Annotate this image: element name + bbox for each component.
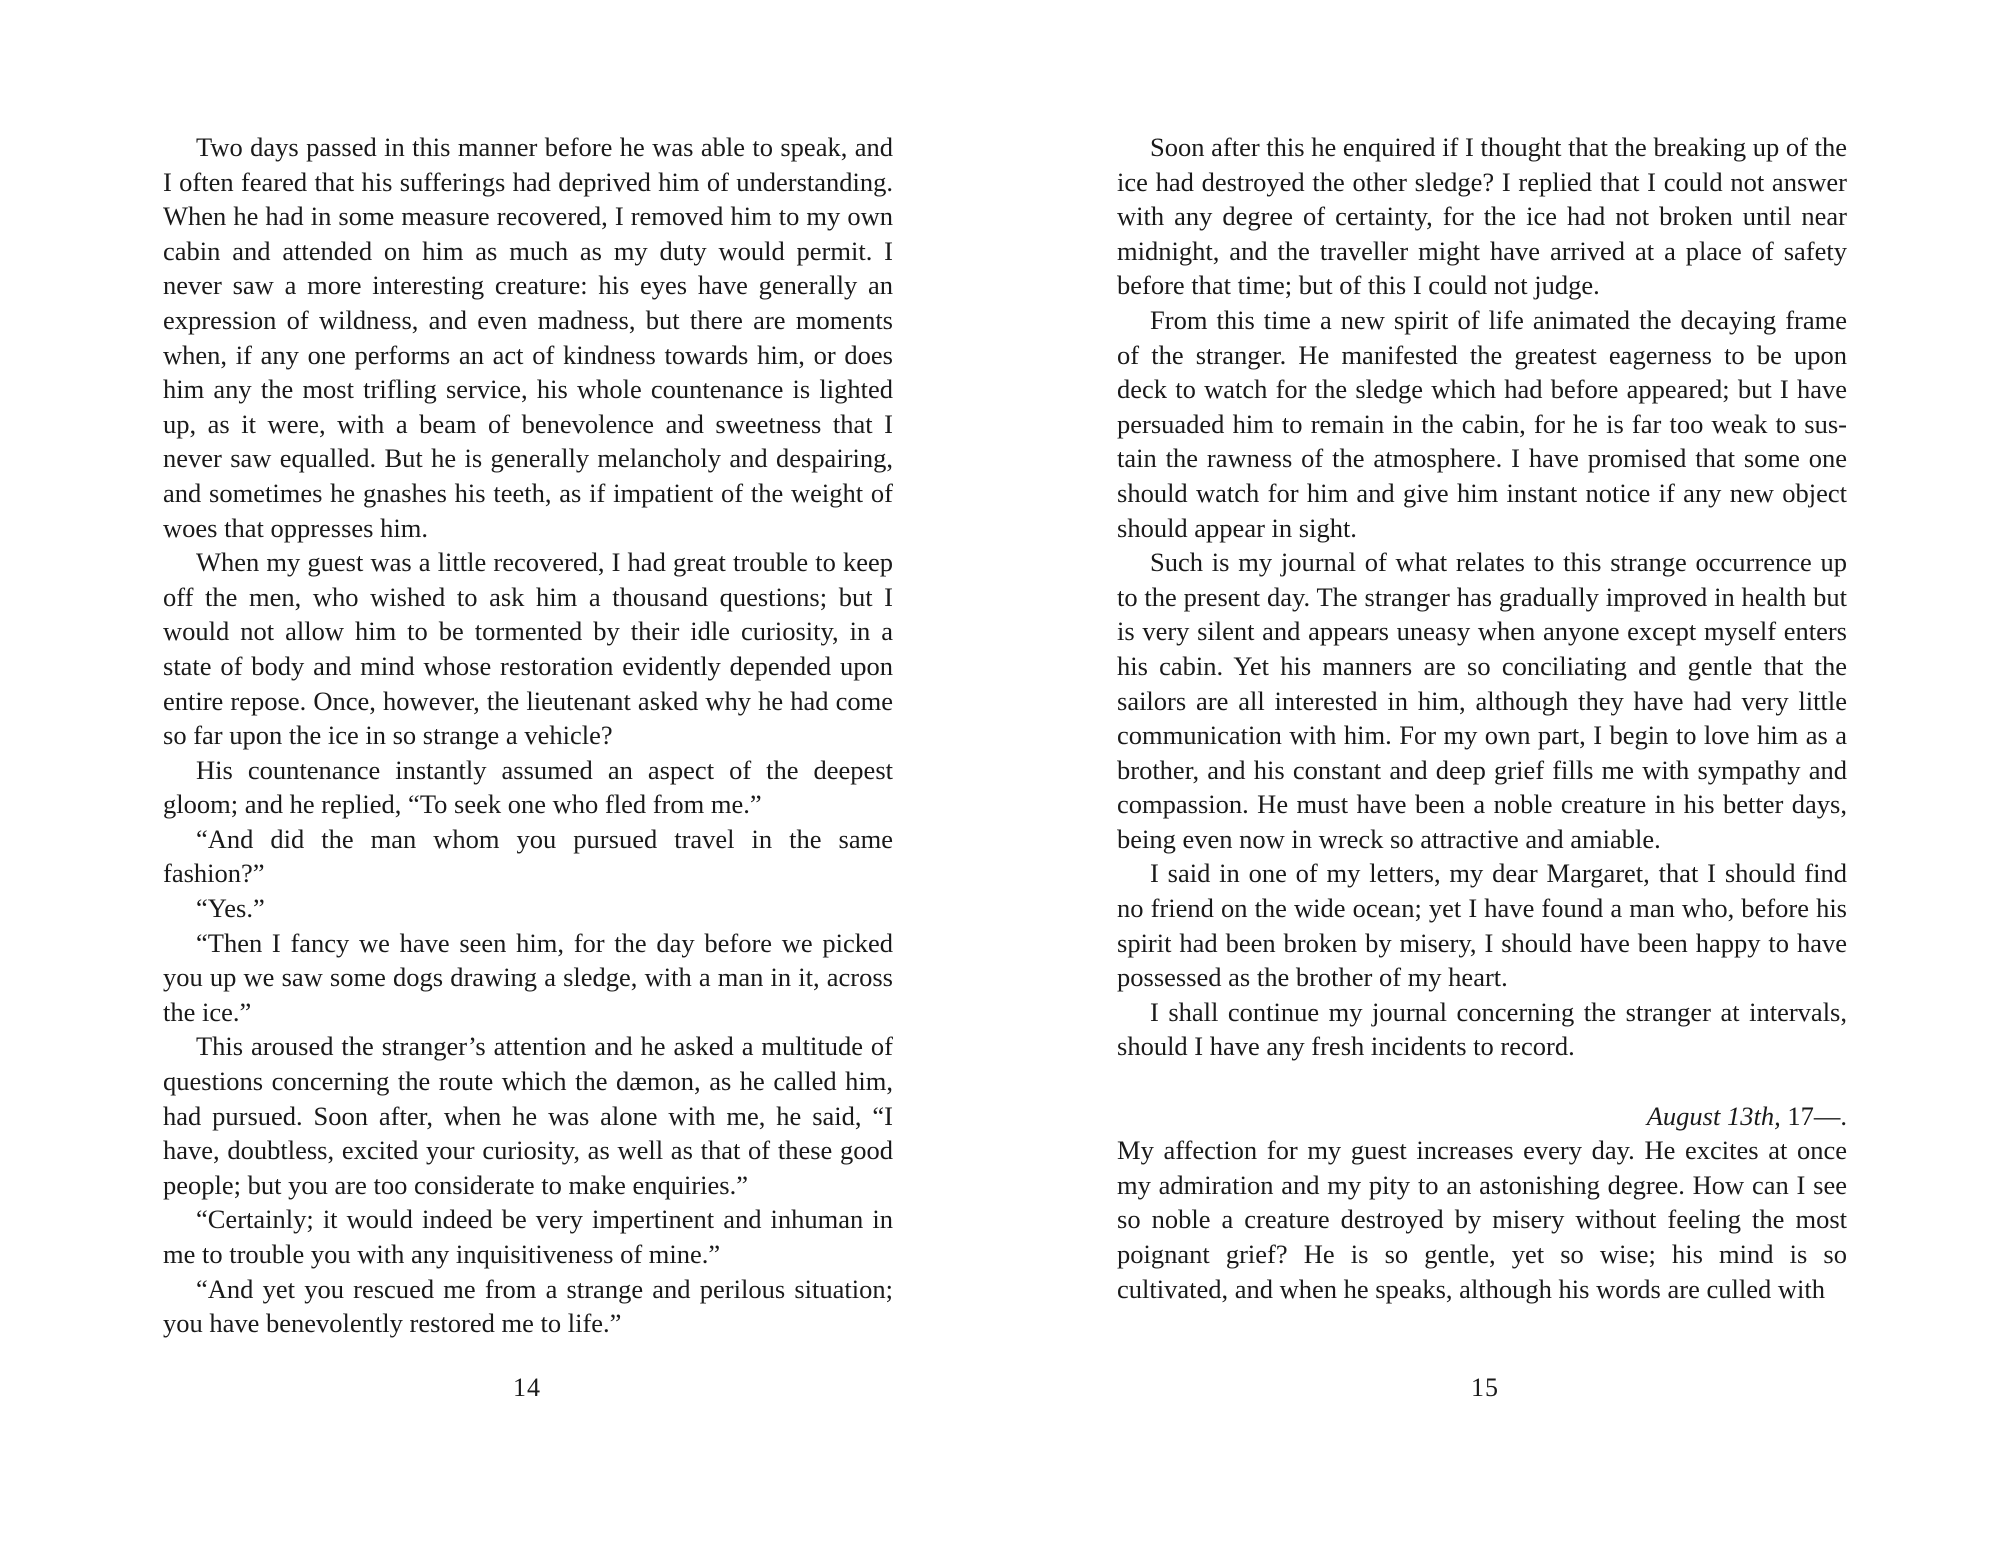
paragraph: From this time a new spirit of life animated the decaying frame of the stranger. He manifested the greatest eagerness to be upon deck to watch for the sledge which had before appeared; but I have persuaded him to remain in the cabin, for he is far too weak to sustain the rawness of the atmosphere. I have promised that some one should watch for him and give him instant notice if any new object should appear in sight. [1117, 304, 1847, 543]
dialogue-paragraph: “Yes.” [196, 893, 265, 924]
paragraph: I said in one of my letters, my dear Margaret, that I should find no friend on the wide ocean; yet I have found a man who, before his spirit had been broken by misery, I should have been happy to have possessed as the brother of my heart. [1117, 858, 1847, 993]
date-day: 13th, [1727, 1100, 1781, 1131]
left-page-text [163, 130, 893, 1341]
dialogue-paragraph: “Then I fancy we have seen him, for the day before we picked you up we saw some dogs drawing a sledge, with a man in it, across the ice.” [163, 927, 893, 1027]
dialogue-paragraph: “And yet you rescued me from a strange and perilous situation; you have benevolently restored me to life.” [163, 1273, 893, 1339]
section-break [1117, 1064, 1847, 1099]
paragraph: Such is my journal of what relates to this strange occurrence up to the present day. The stranger has gradually improved in health but is very silent and appears uneasy when anyone except myself enters his cabin. Yet his manners are so conciliating and gentle that the sailors are all interested in him, although they have had very little communication with him. For my own part, I begin to love him as a brother, and his constant and deep grief fills me with sympathy and compassion. He must have been a noble creature in his better days, being even now in wreck so attractive and amiable. [1117, 547, 1847, 854]
right-page [1000, 0, 2000, 1552]
paragraph: Two days passed in this manner before he was able to speak, and I often feared that his sufferings had deprived him of understanding. When he had in some measure recovered, I removed him to my own cabin and attended on him as much as my duty would permit. I never saw a more interesting creature: his eyes have generally an expression of wildness, and even madness, but there are moments when, if any one performs an act of kindness towards him, or does him any the most trifling service, his whole countenance is lighted up, as it were, with a beam of benevolence and sweetness that I never saw equalled. But he is generally melancholy and despairing, and sometimes he gnashes his teeth, as if impatient of the weight of woes that oppresses him. [163, 132, 893, 543]
page-number: 15 [1471, 1373, 1499, 1402]
paragraph: His countenance instantly assumed an aspect of the deepest gloom; and he replied, “To seek one who fled from me.” [163, 754, 893, 820]
dialogue-paragraph: “And did the man whom you pursued travel in the same fashion?” [163, 823, 893, 889]
paragraph: Soon after this he enquired if I thought that the breaking up of the ice had destroyed the other sledge? I replied that I could not answer with any degree of certainty, for the ice had not broken until near midnight, and the traveller might have arrived at a place of safety before that time; but of this I could not judge. [1117, 132, 1847, 301]
paragraph: When my guest was a little recovered, I had great trouble to keep off the men, who wished to ask him a thousand questions; but I would not allow him to be tormented by their idle curiosity, in a state of body and mind whose restoration evidently depended upon entire repose. Once, however, the lieutenant asked why he had come so far upon the ice in so strange a vehicle? [163, 547, 893, 751]
page-number: 14 [513, 1373, 541, 1402]
journal-date-heading [1117, 1099, 1847, 1134]
dialogue-paragraph: “Certainly; it would indeed be very impertinent and inhuman in me to trouble you with any inquisitiveness of mine.” [163, 1204, 893, 1269]
paragraph: I shall continue my journal concerning the stranger at intervals, should I have any fresh incidents to record. [1117, 996, 1847, 1062]
journal-entry-paragraph: My affection for my guest increases every day. He excites at once my admiration and my pity to an astonishing degree. How can I see so noble a creature destroyed by misery without feeling the most poignant grief? He is so gentle, yet so wise; his mind is so cultivated, and when he speaks, although his words are culled with [1117, 1135, 1847, 1304]
date-month: August [1646, 1100, 1721, 1131]
date-year: 17—. [1787, 1100, 1847, 1131]
paragraph: This aroused the stranger’s attention and he asked a multitude of questions concerning the route which the dæmon, as he called him, had pursued. Soon after, when he was alone with me, he said, “I have, doubtless, excited your curiosity, as well as that of these good people; but you are too considerate to make enquiries.” [163, 1031, 893, 1200]
right-page-text [1117, 130, 1847, 1306]
